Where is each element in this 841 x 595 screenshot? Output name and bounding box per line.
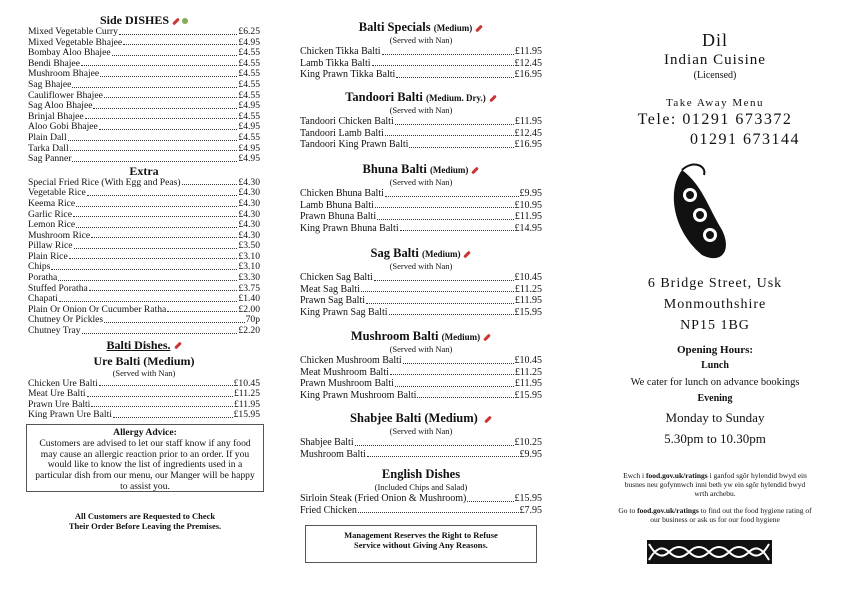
item-name: Mushroom Bhajee [28, 68, 100, 80]
item-name: Poratha [28, 272, 58, 284]
item-name: Tarka Dall [28, 142, 69, 154]
item-name: Sag Panner [28, 153, 72, 165]
item-name: King Prawn Ure Balti [28, 409, 112, 421]
address [600, 273, 830, 336]
item-price: £4.30 [238, 208, 260, 220]
menu-item [28, 199, 260, 210]
section-title [300, 467, 542, 482]
item-name: Tandoori Lamb Balti [300, 127, 384, 139]
dot-leader [81, 59, 237, 67]
item-price: £12.45 [514, 57, 542, 69]
item-name: Plain Rice [28, 250, 68, 262]
item-name: Keema Rice [28, 197, 76, 209]
section-sub: (Served with Nan) [389, 344, 453, 354]
item-price: £11.95 [514, 46, 542, 57]
item-name: Tandoori King Prawn Balti [300, 139, 409, 150]
dot-leader [400, 223, 514, 232]
section-name: Sag Balti [370, 246, 419, 260]
item-price: £4.55 [238, 68, 260, 80]
dot-leader [91, 231, 237, 239]
item-price: £15.95 [514, 493, 542, 504]
item-name: King Prawn Mushroom Balti [300, 389, 417, 401]
ure-balti-sub: (Served with Nan) [112, 367, 176, 378]
menu-item [28, 133, 260, 144]
dot-leader [395, 378, 514, 387]
item-name: Chicken Mushroom Balti [300, 355, 402, 366]
section-name: Shabjee Balti (Medium) [350, 411, 478, 425]
dot-leader [374, 272, 514, 281]
item-name: Mixed Vegetable Bhajee [28, 36, 123, 48]
menu-item [300, 69, 542, 81]
dot-leader [403, 355, 514, 364]
cuisine: Indian Cuisine [664, 52, 766, 68]
menu-item [300, 211, 542, 223]
item-name: King Prawn Bhuna Balti [300, 222, 399, 234]
item-name: Chutney Or Pickles [28, 314, 104, 326]
dot-leader [167, 305, 237, 313]
section-tag: (Medium) [441, 332, 481, 342]
dot-leader [409, 139, 513, 148]
dot-leader [51, 262, 237, 270]
menu-item [300, 295, 542, 307]
item-name: Pillaw Rice [28, 240, 73, 252]
item-price: £4.30 [238, 187, 260, 199]
item-name: Shabjee Balti [300, 437, 354, 448]
takeaway-menu: Take Away Menu [665, 97, 765, 109]
menu-section [300, 162, 542, 234]
item-price: £11.95 [514, 295, 542, 306]
menu-item [300, 58, 542, 70]
dot-leader [395, 116, 514, 125]
ratings-link[interactable]: food.gov.uk/ratings [646, 471, 708, 480]
menu-item [28, 27, 260, 38]
item-price: £2.00 [238, 303, 260, 315]
item-price: £4.30 [238, 219, 260, 231]
section-title [300, 411, 542, 426]
item-name: Lamb Tikka Balti [300, 57, 371, 69]
menu-item [300, 139, 542, 151]
item-name: Vegetable Rice [28, 187, 86, 199]
item-name: Bombay Aloo Bhajee [28, 47, 111, 59]
address-line: NP15 1BG [680, 318, 750, 333]
celtic-knot-border [647, 540, 772, 564]
dot-leader [355, 437, 514, 446]
telephone-1: Tele: 01291 673372 [637, 111, 793, 128]
item-price: £7.95 [519, 504, 542, 516]
dot-leader [87, 188, 238, 196]
chili-icon [483, 333, 491, 341]
item-price: £4.95 [238, 36, 260, 48]
menu-item [300, 116, 542, 128]
item-price: £4.55 [238, 47, 260, 59]
check-notice [26, 511, 264, 531]
item-name: Stuffed Poratha [28, 282, 88, 294]
allergy-text: Customers are advised to let our staff know if any food may cause an allergic reaction prior to an order. If you would like to know the list of ingredients used in a particular dish from our menu, our Manger will be happy to assist you. [35, 437, 255, 492]
dot-leader [389, 307, 514, 316]
item-name: Aloo Gobi Bhajee [28, 121, 98, 133]
menu-item [28, 252, 260, 263]
dot-leader [372, 58, 514, 67]
text: Go to [618, 506, 638, 515]
dot-leader [112, 48, 238, 56]
opening-hours-title: Opening Hours: [676, 344, 754, 356]
item-price: £16.95 [514, 69, 542, 80]
item-price: £3.10 [238, 261, 260, 273]
dot-leader [82, 326, 238, 334]
item-name: Lamb Bhuna Balti [300, 199, 374, 211]
management-notice [305, 525, 537, 563]
chili-icon [472, 166, 480, 174]
item-name: Chips [28, 261, 51, 273]
menu-item [300, 505, 542, 517]
item-price: £9.95 [519, 188, 542, 199]
dot-leader [467, 493, 513, 502]
item-name: Mushroom Rice [28, 229, 91, 241]
item-name: Chapati [28, 293, 58, 305]
check-notice-line: Their Order Before Leaving the Premises. [68, 521, 222, 531]
dot-leader [113, 410, 233, 418]
section-name: Balti Specials [358, 20, 431, 34]
section-sub: (Served with Nan) [389, 105, 453, 115]
item-price: £11.25 [233, 388, 260, 400]
dot-leader [74, 241, 238, 249]
section-name: English Dishes [381, 467, 461, 481]
ure-balti-list [28, 379, 260, 421]
dot-leader [99, 379, 233, 387]
dot-leader [417, 390, 513, 399]
dot-leader [73, 210, 237, 218]
dot-leader [382, 46, 514, 55]
item-price: £12.45 [514, 127, 542, 139]
dot-leader [89, 284, 238, 292]
item-price: £4.95 [238, 121, 260, 133]
english-hygiene-note [600, 506, 830, 524]
side-dishes-list [28, 27, 260, 165]
item-name: Mushroom Balti [300, 448, 366, 460]
item-price: £3.10 [238, 250, 260, 262]
menu-item [28, 326, 260, 337]
lunch-label: Lunch [701, 360, 729, 371]
menu-section [300, 246, 542, 318]
section-name: Mushroom Balti [350, 329, 439, 343]
section-name: Tandoori Balti [345, 90, 423, 104]
dot-leader [385, 128, 514, 137]
item-price: £3.75 [238, 282, 260, 294]
chili-icon [489, 94, 497, 102]
left-column [28, 14, 260, 421]
menu-section [300, 467, 542, 516]
item-name: King Prawn Sag Balti [300, 306, 388, 318]
dot-leader [76, 220, 237, 228]
management-line: Service without Giving Any Reasons. [354, 540, 488, 550]
section-tag: (Medium. Dry.) [426, 93, 486, 103]
chili-icon [174, 342, 182, 350]
item-price: £4.55 [238, 78, 260, 90]
chili-icon [172, 17, 180, 25]
item-name: Prawn Mushroom Balti [300, 378, 394, 389]
dot-leader [68, 133, 238, 141]
item-name: Mixed Vegetable Curry [28, 26, 118, 37]
item-name: Meat Sag Balti [300, 283, 360, 295]
item-name: Chicken Ure Balti [28, 377, 98, 389]
item-name: Prawn Ure Balti [28, 398, 91, 410]
item-price: £2.20 [238, 325, 260, 337]
menu-item [300, 378, 542, 390]
section-title [300, 329, 542, 344]
extra-title: Extra [129, 163, 159, 178]
menu-section [300, 411, 542, 460]
menu-item [300, 128, 542, 140]
item-name: Plain Or Onion Or Cucumber Ratha [28, 303, 167, 315]
text: i ganfod sgôr hylendid bwyd ein busnes neu gofynnwch inni beth yw ein sgôr hylendid bwyd wrth archebu. [624, 471, 807, 498]
item-price: £16.95 [514, 139, 542, 150]
item-price: £1.40 [238, 293, 260, 305]
item-name: Brinjal Bhajee [28, 110, 84, 122]
item-name: Chicken Tikka Balti [300, 46, 381, 57]
item-name: Fried Chicken [300, 504, 357, 516]
dot-leader [72, 80, 237, 88]
dot-leader [99, 122, 238, 130]
side-dishes-title: Side DISHES [28, 14, 260, 27]
item-name: Lemon Rice [28, 219, 76, 231]
item-price: £4.95 [238, 100, 260, 112]
item-price: £4.30 [238, 176, 260, 188]
menu-section [300, 90, 542, 151]
item-name: Meat Mushroom Balti [300, 366, 389, 378]
item-name: Sag Bhajee [28, 78, 72, 90]
item-name: Sirloin Steak (Fried Onion & Mushroom) [300, 493, 467, 504]
dot-leader [91, 400, 233, 408]
section-tag: (Medium) [421, 249, 461, 259]
evening-label: Evening [697, 393, 733, 404]
item-price: £10.45 [233, 377, 260, 389]
dot-leader [76, 199, 237, 207]
item-price: £4.55 [238, 57, 260, 69]
item-price: £11.25 [514, 366, 542, 378]
item-price: £15.95 [514, 389, 542, 401]
section-title [300, 20, 542, 35]
menu-item [28, 284, 260, 295]
opening-days: Monday to Sunday [665, 410, 765, 425]
dot-leader [375, 200, 514, 209]
section-sub: (Served with Nan) [389, 426, 453, 436]
item-price: £3.30 [238, 272, 260, 284]
chili-icon [484, 415, 492, 423]
section-sub: (Served with Nan) [389, 177, 453, 187]
menu-item [300, 272, 542, 284]
item-price: £11.95 [233, 398, 260, 410]
telephone-2: 01291 673144 [690, 131, 800, 148]
menu-item [300, 307, 542, 319]
item-price: £11.25 [514, 283, 542, 295]
dot-leader [119, 27, 238, 35]
menu-item [28, 80, 260, 91]
item-price: £9.95 [519, 448, 542, 460]
section-sub: (Included Chips and Salad) [374, 482, 468, 492]
dot-leader [72, 154, 237, 162]
dot-leader [390, 367, 514, 376]
allergy-title: Allergy Advice: [113, 427, 177, 438]
dot-leader [385, 188, 519, 197]
item-name: Plain Dall [28, 131, 67, 143]
item-price: £4.55 [238, 110, 260, 122]
dot-leader [93, 101, 237, 109]
dot-leader [123, 38, 237, 46]
dot-leader [87, 389, 233, 397]
menu-item [300, 493, 542, 505]
extra-list [28, 178, 260, 337]
item-price: 70p [245, 314, 260, 326]
dot-leader [377, 211, 514, 220]
menu-section [300, 329, 542, 401]
item-price: £3.50 [238, 240, 260, 252]
item-price: £6.25 [238, 26, 260, 37]
menu-item [28, 410, 260, 421]
menu-item [300, 449, 542, 461]
item-price: £4.55 [238, 89, 260, 101]
address-line: 6 Bridge Street, Usk [647, 276, 783, 291]
right-column [600, 0, 830, 595]
licensed: (Licensed) [693, 70, 737, 81]
dot-leader [58, 273, 237, 281]
welsh-hygiene-note [600, 471, 830, 498]
item-name: Garlic Rice [28, 208, 72, 220]
menu-item [300, 367, 542, 379]
menu-item [300, 200, 542, 212]
check-notice-line: All Customers are Requested to Check [74, 511, 216, 521]
item-price: £4.55 [238, 131, 260, 143]
dot-leader [70, 144, 238, 152]
item-price: £15.95 [514, 306, 542, 318]
middle-column [300, 0, 542, 520]
dot-leader [104, 91, 238, 99]
section-sub: (Served with Nan) [389, 261, 453, 271]
text: Ewch i [623, 471, 647, 480]
dot-leader [182, 178, 238, 186]
vegetarian-icon [182, 18, 188, 24]
item-name: King Prawn Tikka Balti [300, 69, 396, 80]
dot-leader [367, 449, 519, 458]
item-price: £15.95 [233, 409, 260, 421]
item-price: £10.25 [514, 437, 542, 448]
item-name: Prawn Sag Balti [300, 295, 365, 306]
management-line: Management Reserves the Right to Refuse [344, 530, 498, 540]
section-title [300, 90, 542, 105]
dot-leader [100, 69, 237, 77]
section-title [300, 162, 542, 177]
item-name: Bendi Bhajee [28, 57, 80, 69]
ratings-link[interactable]: food.gov.uk/ratings [637, 506, 699, 515]
pea-pod-logo [662, 160, 742, 265]
dot-leader [59, 294, 238, 302]
item-name: Tandoori Chicken Balti [300, 116, 394, 127]
balti-dishes-heading: Balti Dishes. [28, 339, 260, 352]
item-price: £4.95 [238, 142, 260, 154]
item-price: £4.30 [238, 197, 260, 209]
text: to find out the food hygiene rating of our business or ask us for our food hygiene [650, 506, 812, 524]
menu-item [300, 437, 542, 449]
item-name: Sag Aloo Bhajee [28, 100, 93, 112]
address-line: Monmouthshire [663, 297, 767, 312]
item-price: £10.45 [514, 355, 542, 366]
ure-balti-title: Ure Balti (Medium) [93, 353, 195, 368]
menu-item [300, 223, 542, 235]
item-price: £11.95 [514, 211, 542, 222]
allergy-advice-box [26, 424, 264, 492]
lunch-note: We cater for lunch on advance bookings [630, 377, 800, 388]
dot-leader [396, 69, 513, 78]
item-price: £10.95 [514, 199, 542, 211]
dot-leader [69, 252, 238, 260]
menu-item [300, 284, 542, 296]
dot-leader [366, 295, 514, 304]
item-name: Prawn Bhuna Balti [300, 211, 377, 222]
item-name: Chicken Bhuna Balti [300, 188, 384, 199]
item-name: Special Fried Rice (With Egg and Peas) [28, 176, 181, 188]
section-tag: (Medium) [429, 165, 469, 175]
item-name: Chutney Tray [28, 325, 81, 337]
item-price: £4.95 [238, 153, 260, 165]
section-sub: (Served with Nan) [389, 35, 453, 45]
section-name: Bhuna Balti [362, 162, 427, 176]
item-price: £4.30 [238, 229, 260, 241]
restaurant-name: Dil [701, 30, 728, 50]
menu-item [300, 46, 542, 58]
item-price: £10.45 [514, 272, 542, 283]
section-title [300, 246, 542, 261]
item-name: Chicken Sag Balti [300, 272, 373, 283]
chili-icon [464, 250, 472, 258]
menu-section [300, 20, 542, 81]
menu-item [28, 262, 260, 273]
item-price: £11.95 [514, 116, 542, 127]
item-name: Cauliflower Bhajee [28, 89, 103, 101]
section-tag: (Medium) [433, 23, 473, 33]
item-name: Meat Ure Balti [28, 388, 86, 400]
opening-times: 5.30pm to 10.30pm [664, 431, 766, 446]
menu-item [300, 390, 542, 402]
chili-icon [475, 24, 483, 32]
menu-item [300, 355, 542, 367]
item-price: £14.95 [514, 222, 542, 234]
dot-leader [104, 315, 244, 323]
dot-leader [85, 112, 238, 120]
item-price: £11.95 [514, 378, 542, 389]
dot-leader [361, 284, 514, 293]
menu-item [300, 188, 542, 200]
dot-leader [358, 505, 519, 514]
